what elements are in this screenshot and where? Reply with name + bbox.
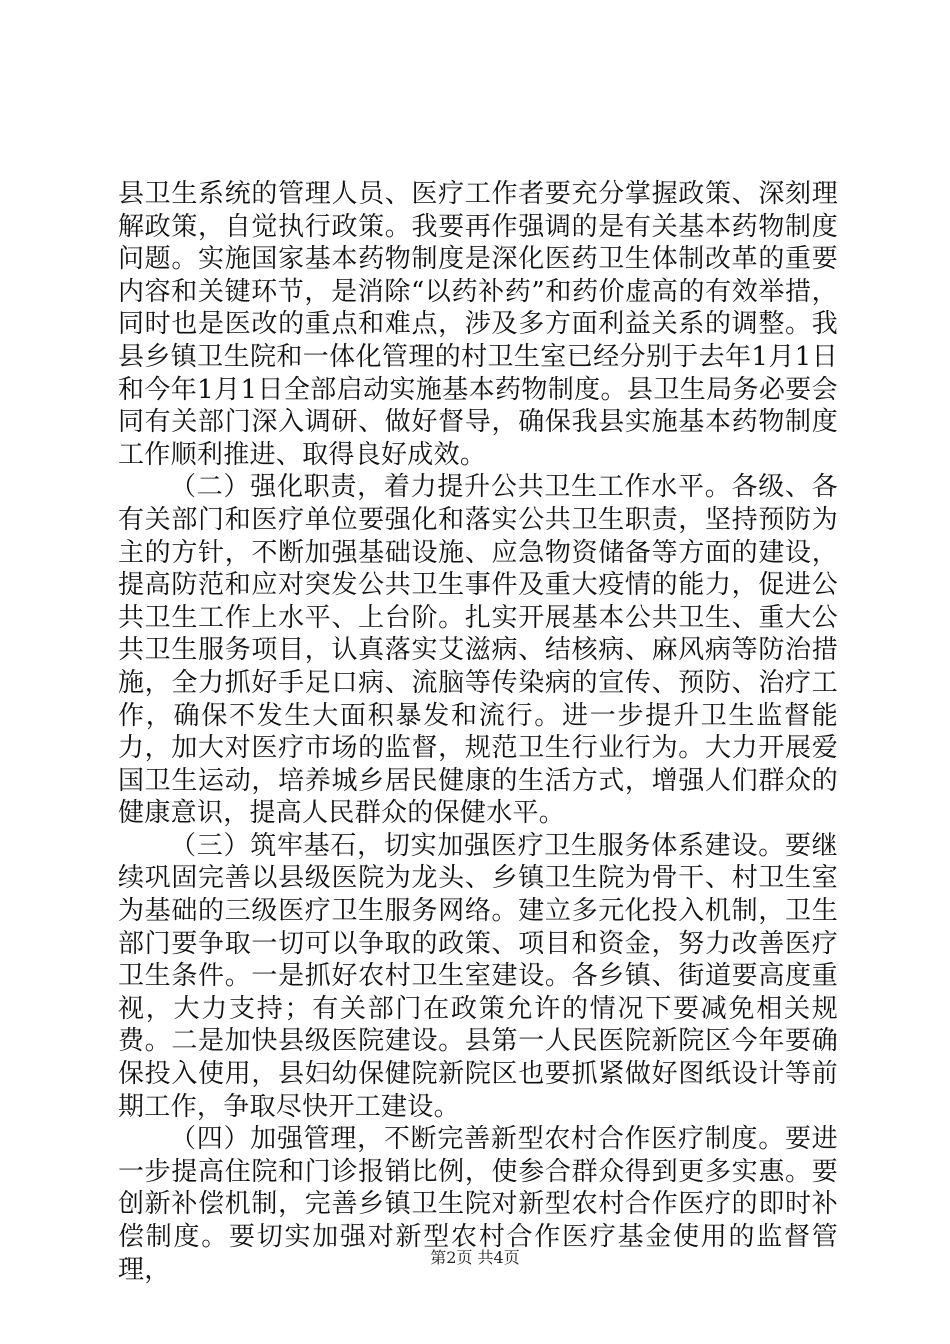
paragraph-4: （四）加强管理，不断完善新型农村合作医疗制度。要进一步提高住院和门诊报销比例，使参合群众得到更多实惠。要创新补偿机制，完善乡镇卫生院对新型农村合作医疗的即时补偿制度。要切实加强对新型农村合作医疗基金使用的监督管理，	[118, 1124, 838, 1285]
paragraph-3: （三）筑牢基石，切实加强医疗卫生服务体系建设。要继续巩固完善以县级医院为龙头、乡镇卫生院为骨干、村卫生室为基础的三级医疗卫生服务网络。建立多元化投入机制，卫生部门要争取一切可以争取的政策、项目和资金，努力改善医疗卫生条件。一是抓好农村卫生室建设。各乡镇、街道要高度重视，大力支持；有关部门在政策允许的情况下要减免相关规费。二是加快县级医院建设。县第一人民医院新院区今年要确保投入使用，县妇幼保健院新院区也要抓紧做好图纸设计等前期工作，争取尽快开工建设。	[118, 830, 838, 1122]
document-body	[118, 178, 838, 1286]
page-number-label: 第2页 共4页	[430, 1248, 520, 1267]
page-footer	[0, 1245, 950, 1268]
paragraph-1: 县卫生系统的管理人员、医疗工作者要充分掌握政策、深刻理解政策，自觉执行政策。我要再作强调的是有关基本药物制度问题。实施国家基本药物制度是深化医药卫生体制改革的重要内容和关键环节，是消除“以药补药”和药价虚高的有效举措，同时也是医改的重点和难点，涉及多方面利益关系的调整。我县乡镇卫生院和一体化管理的村卫生室已经分别于去年1月1日和今年1月1日全部启动实施基本药物制度。县卫生局务必要会同有关部门深入调研、做好督导，确保我县实施基本药物制度工作顺利推进、取得良好成效。	[118, 179, 839, 470]
paragraph-2: （二）强化职责，着力提升公共卫生工作水平。各级、各有关部门和医疗单位要强化和落实公共卫生职责，坚持预防为主的方针，不断加强基础设施、应急物资储备等方面的建设，提高防范和应对突发公共卫生事件及重大疫情的能力，促进公共卫生工作上水平、上台阶。扎实开展基本公共卫生、重大公共卫生服务项目，认真落实艾滋病、结核病、麻风病等防治措施，全力抓好手足口病、流脑等传染病的宣传、预防、治疗工作，确保不发生大面积暴发和流行。进一步提升卫生监督能力，加大对医疗市场的监督，规范卫生行业行为。大力开展爱国卫生运动，培养城乡居民健康的生活方式，增强人们群众的健康意识，提高人民群众的保健水平。	[118, 472, 838, 829]
